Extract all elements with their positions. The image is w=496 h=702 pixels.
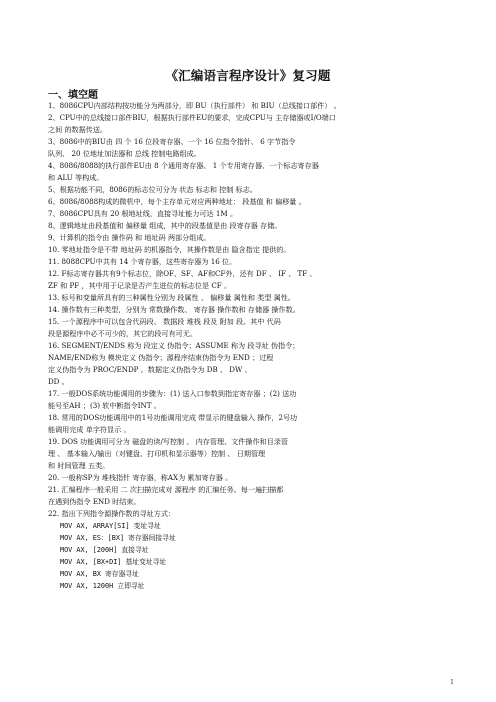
text-line: 7、8086CPU具有 20 根地址线，直接寻址能力可达 1M 。	[48, 209, 238, 218]
text-line: 22. 指出下列指令源操作数的寻址方式：	[48, 509, 176, 518]
text-line: 14. 操作数有三种类型，分别为 常数操作数、 寄存器 操作数和 存储器 操作数。	[48, 305, 300, 314]
text-line: 21. 汇编程序一般采用 二 次扫描完成对 源程序 的汇编任务。每一遍扫描都	[48, 485, 284, 494]
text-line: 9、计算机的指令由 操作码 和 地址码 两部分组成。	[48, 233, 211, 242]
text-line: 能调用完成 单字符显示 。	[48, 425, 131, 434]
text-line: 队列、 20 位地址加法器和 总线 控制电路组成。	[48, 149, 201, 158]
text-line: 5、根据功能不同，8086的标志位可分为 状态 标志和 控制 标志。	[48, 185, 257, 194]
code-line: MOV AX, [200H] 直接寻址	[60, 546, 149, 554]
text-line: 20. 一般称SP为 堆栈指针 寄存器，称AX为 累加寄存器 。	[48, 473, 233, 482]
text-line: 能号至AH ；(3) 软中断指令INT 。	[48, 401, 161, 410]
text-line: 定义伪指令为 PROC/ENDP 。数据定义伪指令为 DB 、 DW 、	[48, 365, 252, 374]
code-line: MOV AX, ARRAY[SI] 变址寻址	[60, 522, 161, 530]
text-line: 理 、 基本输入/输出（对键盘、打印机和显示器等）控制 、 日期管理	[48, 449, 266, 458]
text-line: 8、逻辑地址由段基值和 偏移量 组成，其中的段基值是由 段寄存器 存储。	[48, 221, 282, 230]
text-line: 3、8086中的BIU由 四 个 16 位段寄存器、一个 16 位指令指针、 6 字节指令	[48, 137, 296, 146]
code-line: MOV AX, 1200H 立即寻址	[60, 582, 145, 590]
text-line: 13. 标号和变量所具有的三种属性分别为 段属性 、 偏移量 属性和 类型 属性。	[48, 293, 295, 302]
text-line: 10. 零地址指令是不带 地址码 的机器指令，其操作数是由 隐含指定 提供的。	[48, 245, 291, 254]
text-line: DD 。	[48, 377, 69, 386]
text-line: 16. SEGMENT/ENDS 称为 段定义 伪指令；ASSUME 称为 段寻址 伪指令；	[48, 341, 300, 350]
text-line: NAME/END称为 模块定义 伪指令；源程序结束伪指令为 END ；过程	[48, 353, 274, 362]
text-line: 4、8086/8088的执行部件EU由 8 个通用寄存器、 1 个专用寄存器、一个标志寄存器	[48, 161, 319, 170]
doc-title: 《汇编语言程序设计》复习题	[165, 68, 331, 83]
text-line: 17. 一般DOS系统功能调用的步骤为：(1) 送入口参数到指定寄存器 ；(2) 送功	[48, 389, 297, 398]
text-line: 11. 8088CPU中共有 14 个寄存器，这些寄存器为 16 位。	[48, 257, 237, 266]
text-line: 2、CPU中的总线接口部件BIU，根据执行部件EU的要求，完成CPU与 主存储器或I/O端口	[48, 113, 336, 122]
text-line: 1、8086CPU内部结构按功能分为两部分，即 BU（执行部件） 和 BIU（总线接口部件） 。	[48, 101, 341, 110]
question-list	[48, 100, 453, 592]
text-line: 15. 一个源程序中可以包含代码段、 数据段 堆栈 段及 附加 段。其中 代码	[48, 317, 281, 326]
code-line: MOV AX, [BX+DI] 基址变址寻址	[60, 558, 167, 566]
text-line: 和 ALU 等构成。	[48, 173, 104, 182]
text-line: 19. DOS 功能调用可分为 磁盘的读/写控制 、 内存管理、文件操作和目录管	[48, 437, 288, 446]
text-line: 12. F标志寄存器共有9个标志位，除OF、SF、AF和CF外，还有 DF 、 IF 、 TF 、	[48, 269, 317, 278]
text-line: 在遇到伪指令 END 时结束。	[48, 497, 141, 506]
code-line: MOV AX, BX 寄存器寻址	[60, 570, 139, 578]
text-line: 段是源程序中必不可少的，其它的段可有可无。	[48, 329, 197, 338]
code-line: MOV AX, ES：[BX] 寄存器间接寻址	[60, 534, 176, 542]
text-line: 之间 的数据传送。	[48, 125, 108, 134]
text-line: 18. 常用的DOS功能调用中的1号功能调用完成 带显示的键盘输入 操作，2号功	[48, 413, 298, 422]
text-line: ZF 和 PF ，其中用于记录是否产生进位的标志位是 CF 。	[48, 281, 232, 290]
text-line: 6、8086/8088构成的微机中，每个主存单元对应两种地址： 段基值 和 偏移量 。	[48, 197, 306, 206]
page-number: 1	[450, 679, 454, 686]
text-line: 和 时间管理 五类。	[48, 461, 110, 470]
section-heading: 一、填空题	[48, 90, 98, 101]
